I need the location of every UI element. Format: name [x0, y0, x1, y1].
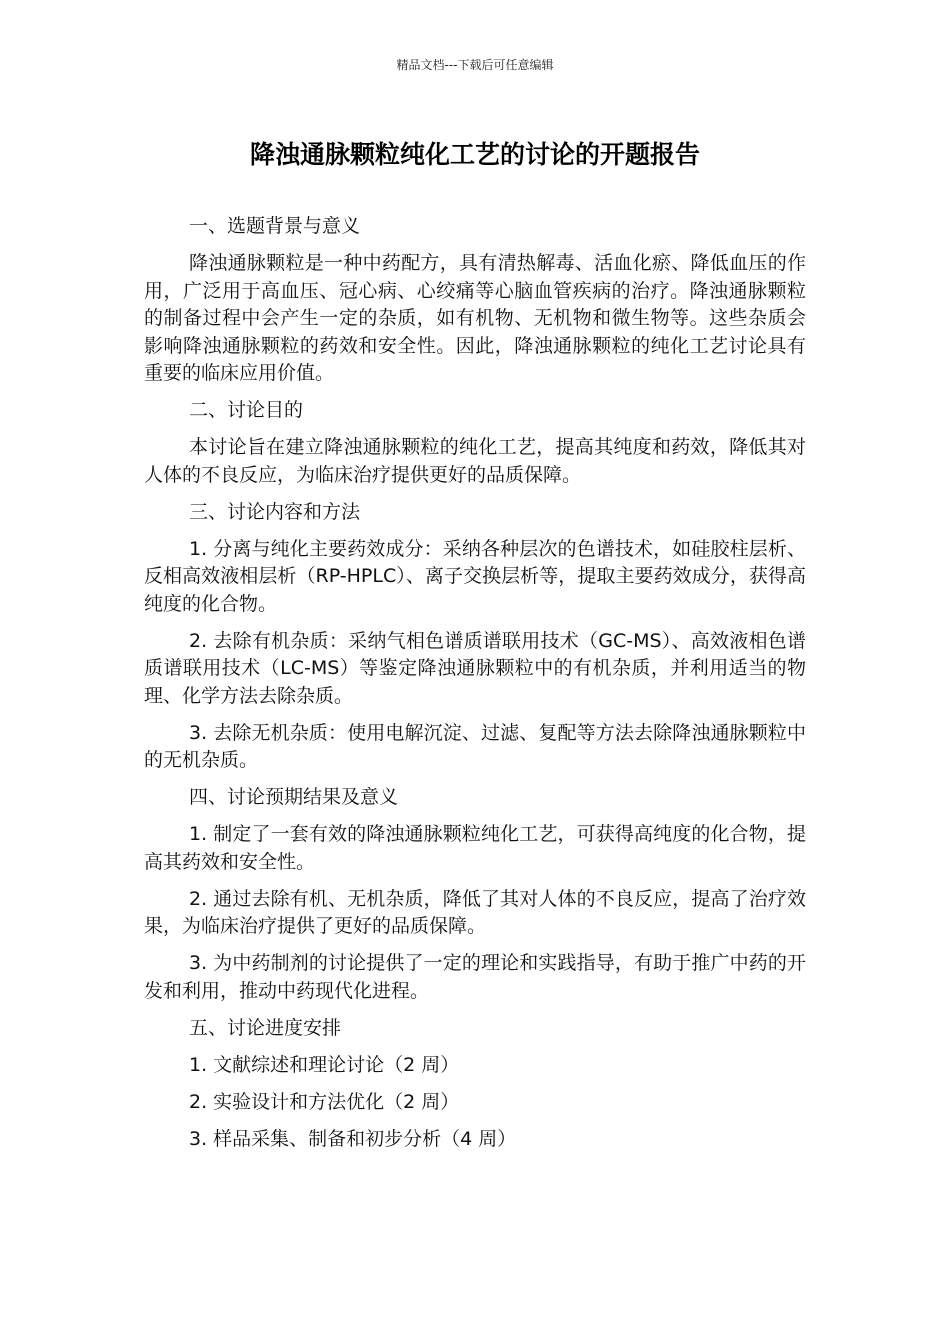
list-item-result-2: 2. 通过去除有机、无机杂质，降低了其对人体的不良反应，提高了治疗效果，为临床治疗提供了更好的品质保障。: [144, 887, 806, 937]
section-heading-background: 一、选题背景与意义: [189, 215, 361, 237]
list-item-schedule-2: 2. 实验设计和方法优化（2 周）: [189, 1090, 460, 1113]
list-item-schedule-1: 1. 文献综述和理论讨论（2 周）: [189, 1053, 460, 1076]
list-item-result-3: 3. 为中药制剂的讨论提供了一定的理论和实践指导，有助于推广中药的开发和利用，推动中药现代化进程。: [144, 952, 806, 1002]
list-item-method-2: 2. 去除有机杂质：采纳气相色谱质谱联用技术（GC-MS）、高效液相色谱质谱联用技术（LC-MS）等鉴定降浊通脉颗粒中的有机杂质，并利用适当的物理、化学方法去除杂质。: [144, 629, 806, 707]
paragraph-purpose: 本讨论旨在建立降浊通脉颗粒的纯化工艺，提高其纯度和药效，降低其对人体的不良反应，为临床治疗提供更好的品质保障。: [144, 436, 806, 486]
list-item-schedule-3: 3. 样品采集、制备和初步分析（4 周）: [189, 1127, 517, 1150]
section-heading-methods: 三、讨论内容和方法: [189, 500, 361, 523]
list-item-method-3: 3. 去除无机杂质：使用电解沉淀、过滤、复配等方法去除降浊通脉颗粒中的无机杂质。: [144, 721, 806, 771]
section-heading-schedule: 五、讨论进度安排: [189, 1016, 342, 1039]
paragraph-background: 降浊通脉颗粒是一种中药配方，具有清热解毒、活血化瘀、降低血压的作用，广泛用于高血压、冠心病、心绞痛等心脑血管疾病的治疗。降浊通脉颗粒的制备过程中会产生一定的杂质，如有机物、无机物和微生物等。这些杂质会影响降浊通脉颗粒的药效和安全性。因此，降浊通脉颗粒的纯化工艺讨论具有重要的临床应用价值。: [144, 252, 806, 384]
section-heading-results: 四、讨论预期结果及意义: [189, 786, 399, 808]
list-item-method-1: 1. 分离与纯化主要药效成分：采纳各种层次的色谱技术，如硅胶柱层析、反相高效液相层析（RP-HPLC）、离子交换层析等，提取主要药效成分，获得高纯度的化合物。: [144, 537, 806, 615]
document-title: 降浊通脉颗粒纯化工艺的讨论的开题报告: [249, 140, 700, 169]
page-header: 精品文档---下载后可任意编辑: [396, 58, 554, 72]
list-item-result-1: 1. 制定了一套有效的降浊通脉颗粒纯化工艺，可获得高纯度的化合物，提高其药效和安全性。: [144, 823, 806, 873]
document-body: [144, 213, 806, 1163]
section-heading-purpose: 二、讨论目的: [189, 399, 304, 421]
